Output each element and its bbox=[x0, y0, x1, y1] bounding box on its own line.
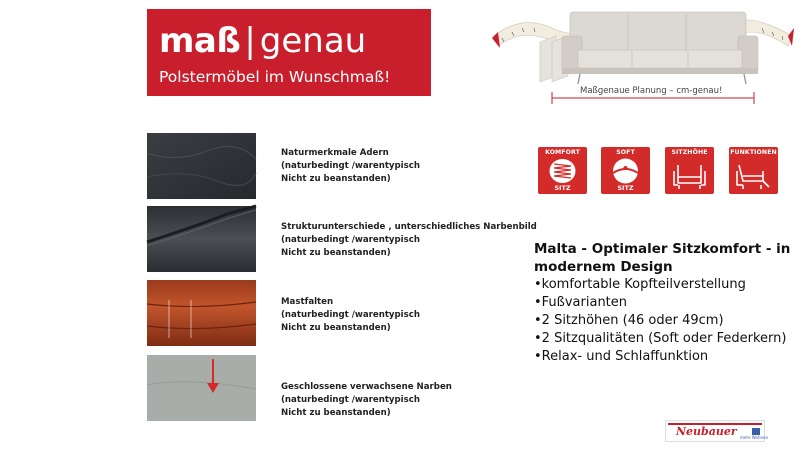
badge-title: KOMFORT bbox=[545, 149, 580, 156]
dealer-logo bbox=[665, 420, 769, 442]
sample-text-scars bbox=[281, 381, 452, 420]
spring-icon bbox=[538, 157, 587, 194]
soft-cushion-icon bbox=[601, 157, 650, 194]
brand-wordmark bbox=[159, 23, 366, 59]
sample-line: (naturbedingt /warentypisch bbox=[281, 395, 420, 405]
dealer-sub: mehr Wohnen bbox=[740, 435, 769, 440]
badge-sitzhoehe bbox=[665, 147, 714, 194]
leather-sample-veins bbox=[147, 133, 256, 199]
badge-title: SITZHÖHE bbox=[671, 149, 708, 156]
leather-sample-folds bbox=[147, 280, 256, 346]
brand-bar: | bbox=[244, 21, 256, 61]
brand-tagline: Polstermöbel im Wunschmaß! bbox=[159, 68, 391, 86]
feature-item: •Fußvarianten bbox=[534, 295, 628, 310]
sample-line: Nicht zu beanstanden) bbox=[281, 174, 391, 184]
sample-line: Nicht zu beanstanden) bbox=[281, 323, 391, 333]
feature-item: •2 Sitzqualitäten (Soft oder Federkern) bbox=[534, 331, 787, 346]
sample-text-veins bbox=[281, 147, 420, 186]
feature-item: •komfortable Kopfteilverstellung bbox=[534, 277, 746, 292]
dealer-name: Neubauer bbox=[676, 425, 737, 438]
leather-sample-scars bbox=[147, 355, 256, 421]
brand-bold: maß bbox=[159, 21, 241, 61]
badge-komfort-sitz bbox=[538, 147, 587, 194]
sofa-caption: Maßgenaue Planung – cm-genau! bbox=[580, 86, 723, 96]
sample-line: (naturbedingt /warentypisch bbox=[281, 310, 420, 320]
sample-line: Mastfalten bbox=[281, 297, 334, 307]
sample-line: Nicht zu beanstanden) bbox=[281, 408, 391, 418]
feature-block bbox=[534, 240, 790, 366]
badge-soft-sitz bbox=[601, 147, 650, 194]
badge-title: SOFT bbox=[616, 149, 635, 156]
feature-list bbox=[534, 276, 790, 366]
sample-line: Nicht zu beanstanden) bbox=[281, 248, 391, 258]
badge-sub: SITZ bbox=[554, 184, 571, 192]
sample-line: (naturbedingt /warentypisch bbox=[281, 235, 420, 245]
leather-sample-structure bbox=[147, 206, 256, 272]
recliner-icon bbox=[729, 157, 778, 194]
sample-line: Geschlossene verwachsene Narben bbox=[281, 382, 452, 392]
feature-title-line1: Malta - Optimaler Sitzkomfort - in bbox=[534, 241, 791, 257]
brand-light: genau bbox=[259, 21, 367, 61]
feature-title-line2: modernem Design bbox=[534, 259, 673, 275]
badge-title: FUNKTIONEN bbox=[730, 149, 777, 156]
badge-sub: SITZ bbox=[617, 184, 634, 192]
brand-logo bbox=[147, 9, 431, 96]
sample-text-structure bbox=[281, 221, 537, 260]
armchair-height-icon bbox=[665, 157, 714, 194]
feature-item: •Relax- und Schlaffunktion bbox=[534, 349, 709, 364]
sample-line: Naturmerkmale Adern bbox=[281, 148, 389, 158]
sample-text-folds bbox=[281, 296, 420, 335]
sofa-illustration bbox=[492, 6, 794, 108]
feature-item: •2 Sitzhöhen (46 oder 49cm) bbox=[534, 313, 724, 328]
sample-line: Strukturunterschiede , unterschiedliches Narbenbild bbox=[281, 222, 537, 232]
badge-funktionen bbox=[729, 147, 778, 194]
sample-line: (naturbedingt /warentypisch bbox=[281, 161, 420, 171]
